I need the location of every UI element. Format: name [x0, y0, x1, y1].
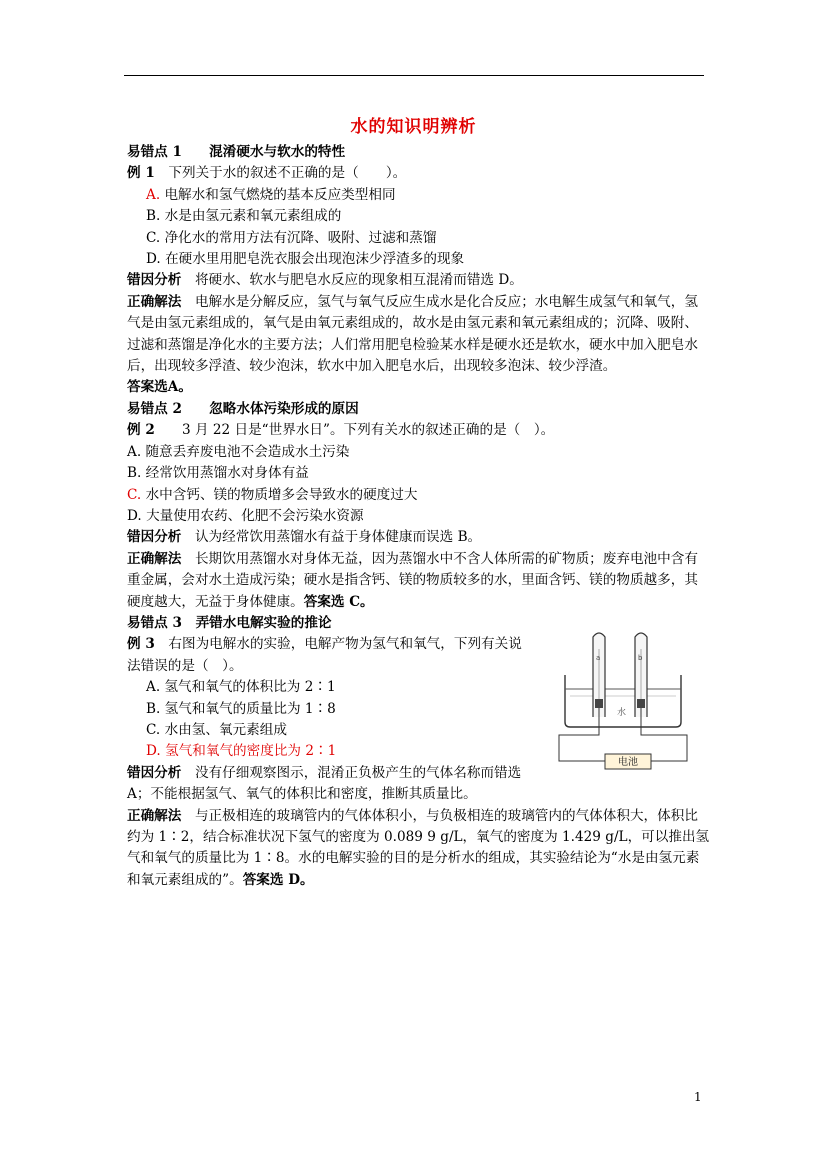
s1-option-b-letter: B.: [146, 208, 161, 225]
s1-option-b-text: 水是由氢元素和氧元素组成的: [164, 208, 342, 225]
water-label: 水: [617, 708, 627, 718]
s1-option-a-letter: A.: [146, 186, 161, 203]
page-number: 1: [694, 1090, 702, 1104]
example-1-label: 例 1: [127, 165, 155, 182]
s2-option-d-text: 大量使用农药、化肥不会污染水资源: [146, 507, 364, 524]
example-2-text: 3 月 22 日是“世界水日”。下列有关水的叙述正确的是（ ）。: [168, 422, 555, 439]
example-1-text: 下列关于水的叙述不正确的是（ ）。: [168, 165, 407, 182]
s1-option-b: [127, 206, 710, 227]
section-2-heading: 易错点 2 忽略水体污染形成的原因: [127, 400, 359, 417]
right-wire: [641, 708, 687, 761]
section-3-heading: 易错点 3 弄错水电解实验的推论: [127, 614, 332, 631]
s2-option-c: [127, 485, 710, 506]
s1-option-d-text: 在硬水里用肥皂洗衣服会出现泡沫少浮渣多的现象: [165, 251, 465, 268]
right-electrode: [637, 699, 645, 708]
trough-outline: [565, 675, 681, 727]
s2-option-b-letter: B.: [127, 465, 142, 482]
s3-solution-text: 与正极相连的玻璃管内的气体体积小，与负极相连的玻璃管内的气体体积大，体积比约为 1∶2，结合标准状况下氢气的密度为 0.089 9 g/L，氧气的密度为 1.429 g/L，可以推出氢气和氧气的质量比为 1∶8。水的电解实验的目的是分析水的组成，其实验结论为“水是由氢元素和氧元素组成的”。: [127, 807, 710, 888]
document-body: [127, 142, 710, 891]
s1-error-analysis: [127, 270, 710, 291]
s2-error-analysis: [127, 527, 710, 548]
s2-option-a: [127, 442, 710, 463]
s1-option-c: [127, 228, 710, 249]
s3-option-a-letter: A.: [146, 679, 161, 696]
s1-option-d-letter: D.: [146, 251, 161, 268]
s2-solution-text: 长期饮用蒸馏水对身体无益，因为蒸馏水中不含人体所需的矿物质；废弃电池中含有重金属，会对水土造成污染；硬水是指含钙、镁的物质较多的水，里面含钙、镁的物质越多，其硬度越大，无益于身体健康。: [127, 550, 698, 610]
s3-solution: [127, 806, 710, 892]
s3-solution-label: 正确解法: [127, 807, 182, 824]
s1-answer: 答案选A。: [127, 379, 192, 396]
s1-option-d: [127, 249, 710, 270]
section-1-heading: 易错点 1 混淆硬水与软水的特性: [127, 144, 346, 160]
s1-solution: [127, 292, 710, 378]
example-3: [127, 634, 529, 677]
left-tube-mark: a: [596, 654, 601, 662]
right-tube-mark: b: [638, 654, 643, 662]
s3-error-text: 没有仔细观察图示，混淆正负极产生的气体名称而错选 A；不能根据氢气、氧气的体积比和密度，推断其质量比。: [127, 764, 522, 803]
s2-option-c-text: 水中含钙、镁的物质增多会导致水的硬度过大: [145, 486, 418, 503]
s2-option-c-letter: C.: [127, 486, 142, 503]
s3-option-b-letter: B.: [146, 700, 161, 717]
s3-error-analysis: [127, 763, 529, 806]
example-1: [127, 163, 710, 184]
s3-answer: 答案选 D。: [242, 871, 314, 888]
battery-label: 电池: [618, 757, 638, 768]
s1-error-text: 将硬水、软水与肥皂水反应的现象相互混淆而错选 D。: [194, 272, 523, 289]
s1-error-label: 错因分析: [127, 272, 182, 289]
s2-error-label: 错因分析: [127, 529, 182, 546]
s1-option-a: [127, 185, 710, 206]
electrolysis-apparatus-figure: [553, 627, 693, 775]
s1-solution-label: 正确解法: [127, 293, 182, 310]
s2-option-d-letter: D.: [127, 507, 142, 524]
s3-option-b-text: 氢气和氧气的质量比为 1∶8: [164, 700, 336, 717]
example-3-label: 例 3: [127, 636, 155, 653]
s1-solution-text: 电解水是分解反应，氢气与氧气反应生成水是化合反应；水电解生成氢气和氧气，氢气是由氢元素组成的，氧气是由氧元素组成的，故水是由氢元素和氧元素组成的；沉降、吸附、过滤和蒸馏是净化水的主要方法；人们常用肥皂检验某水样是硬水还是软水，硬水中加入肥皂水后，出现较多浮渣、较少泡沫，软水中加入肥皂水后，出现较多泡沫、较少浮渣。: [127, 293, 698, 375]
s3-option-c-letter: C.: [146, 721, 161, 738]
s2-answer: 答案选 C。: [303, 593, 374, 610]
s2-option-b-text: 经常饮用蒸馏水对身体有益: [145, 465, 309, 482]
example-3-text: 右图为电解水的实验，电解产物为氢气和氧气，下列有关说法错误的是（ ）。: [127, 636, 522, 674]
example-2-label: 例 2: [127, 422, 155, 439]
s2-error-text: 认为经常饮用蒸馏水有益于身体健康而误选 B。: [194, 529, 482, 546]
s2-solution: [127, 549, 710, 613]
s2-option-d: [127, 506, 710, 527]
s1-option-c-letter: C.: [146, 229, 161, 246]
s1-option-c-text: 净化水的常用方法有沉降、吸附、过滤和蒸馏: [164, 229, 437, 246]
s2-solution-label: 正确解法: [127, 550, 182, 567]
s3-option-d-letter: D.: [146, 743, 161, 760]
s2-option-a-letter: A.: [127, 443, 142, 460]
header-rule: [124, 75, 704, 76]
s3-error-label: 错因分析: [127, 764, 182, 781]
example-2: [127, 420, 710, 441]
s3-option-d-text: 氢气和氧气的密度比为 2∶1: [165, 743, 337, 760]
page-title: 水的知识明辨析: [350, 117, 477, 137]
s2-option-a-text: 随意丢弃废电池不会造成水土污染: [145, 443, 350, 460]
s3-option-c-text: 水由氢、氧元素组成: [164, 721, 287, 738]
s1-option-a-text: 电解水和氢气燃烧的基本反应类型相同: [164, 186, 396, 203]
left-electrode: [595, 699, 603, 708]
s2-option-b: [127, 463, 710, 484]
s3-option-a-text: 氢气和氧气的体积比为 2∶1: [164, 679, 336, 696]
